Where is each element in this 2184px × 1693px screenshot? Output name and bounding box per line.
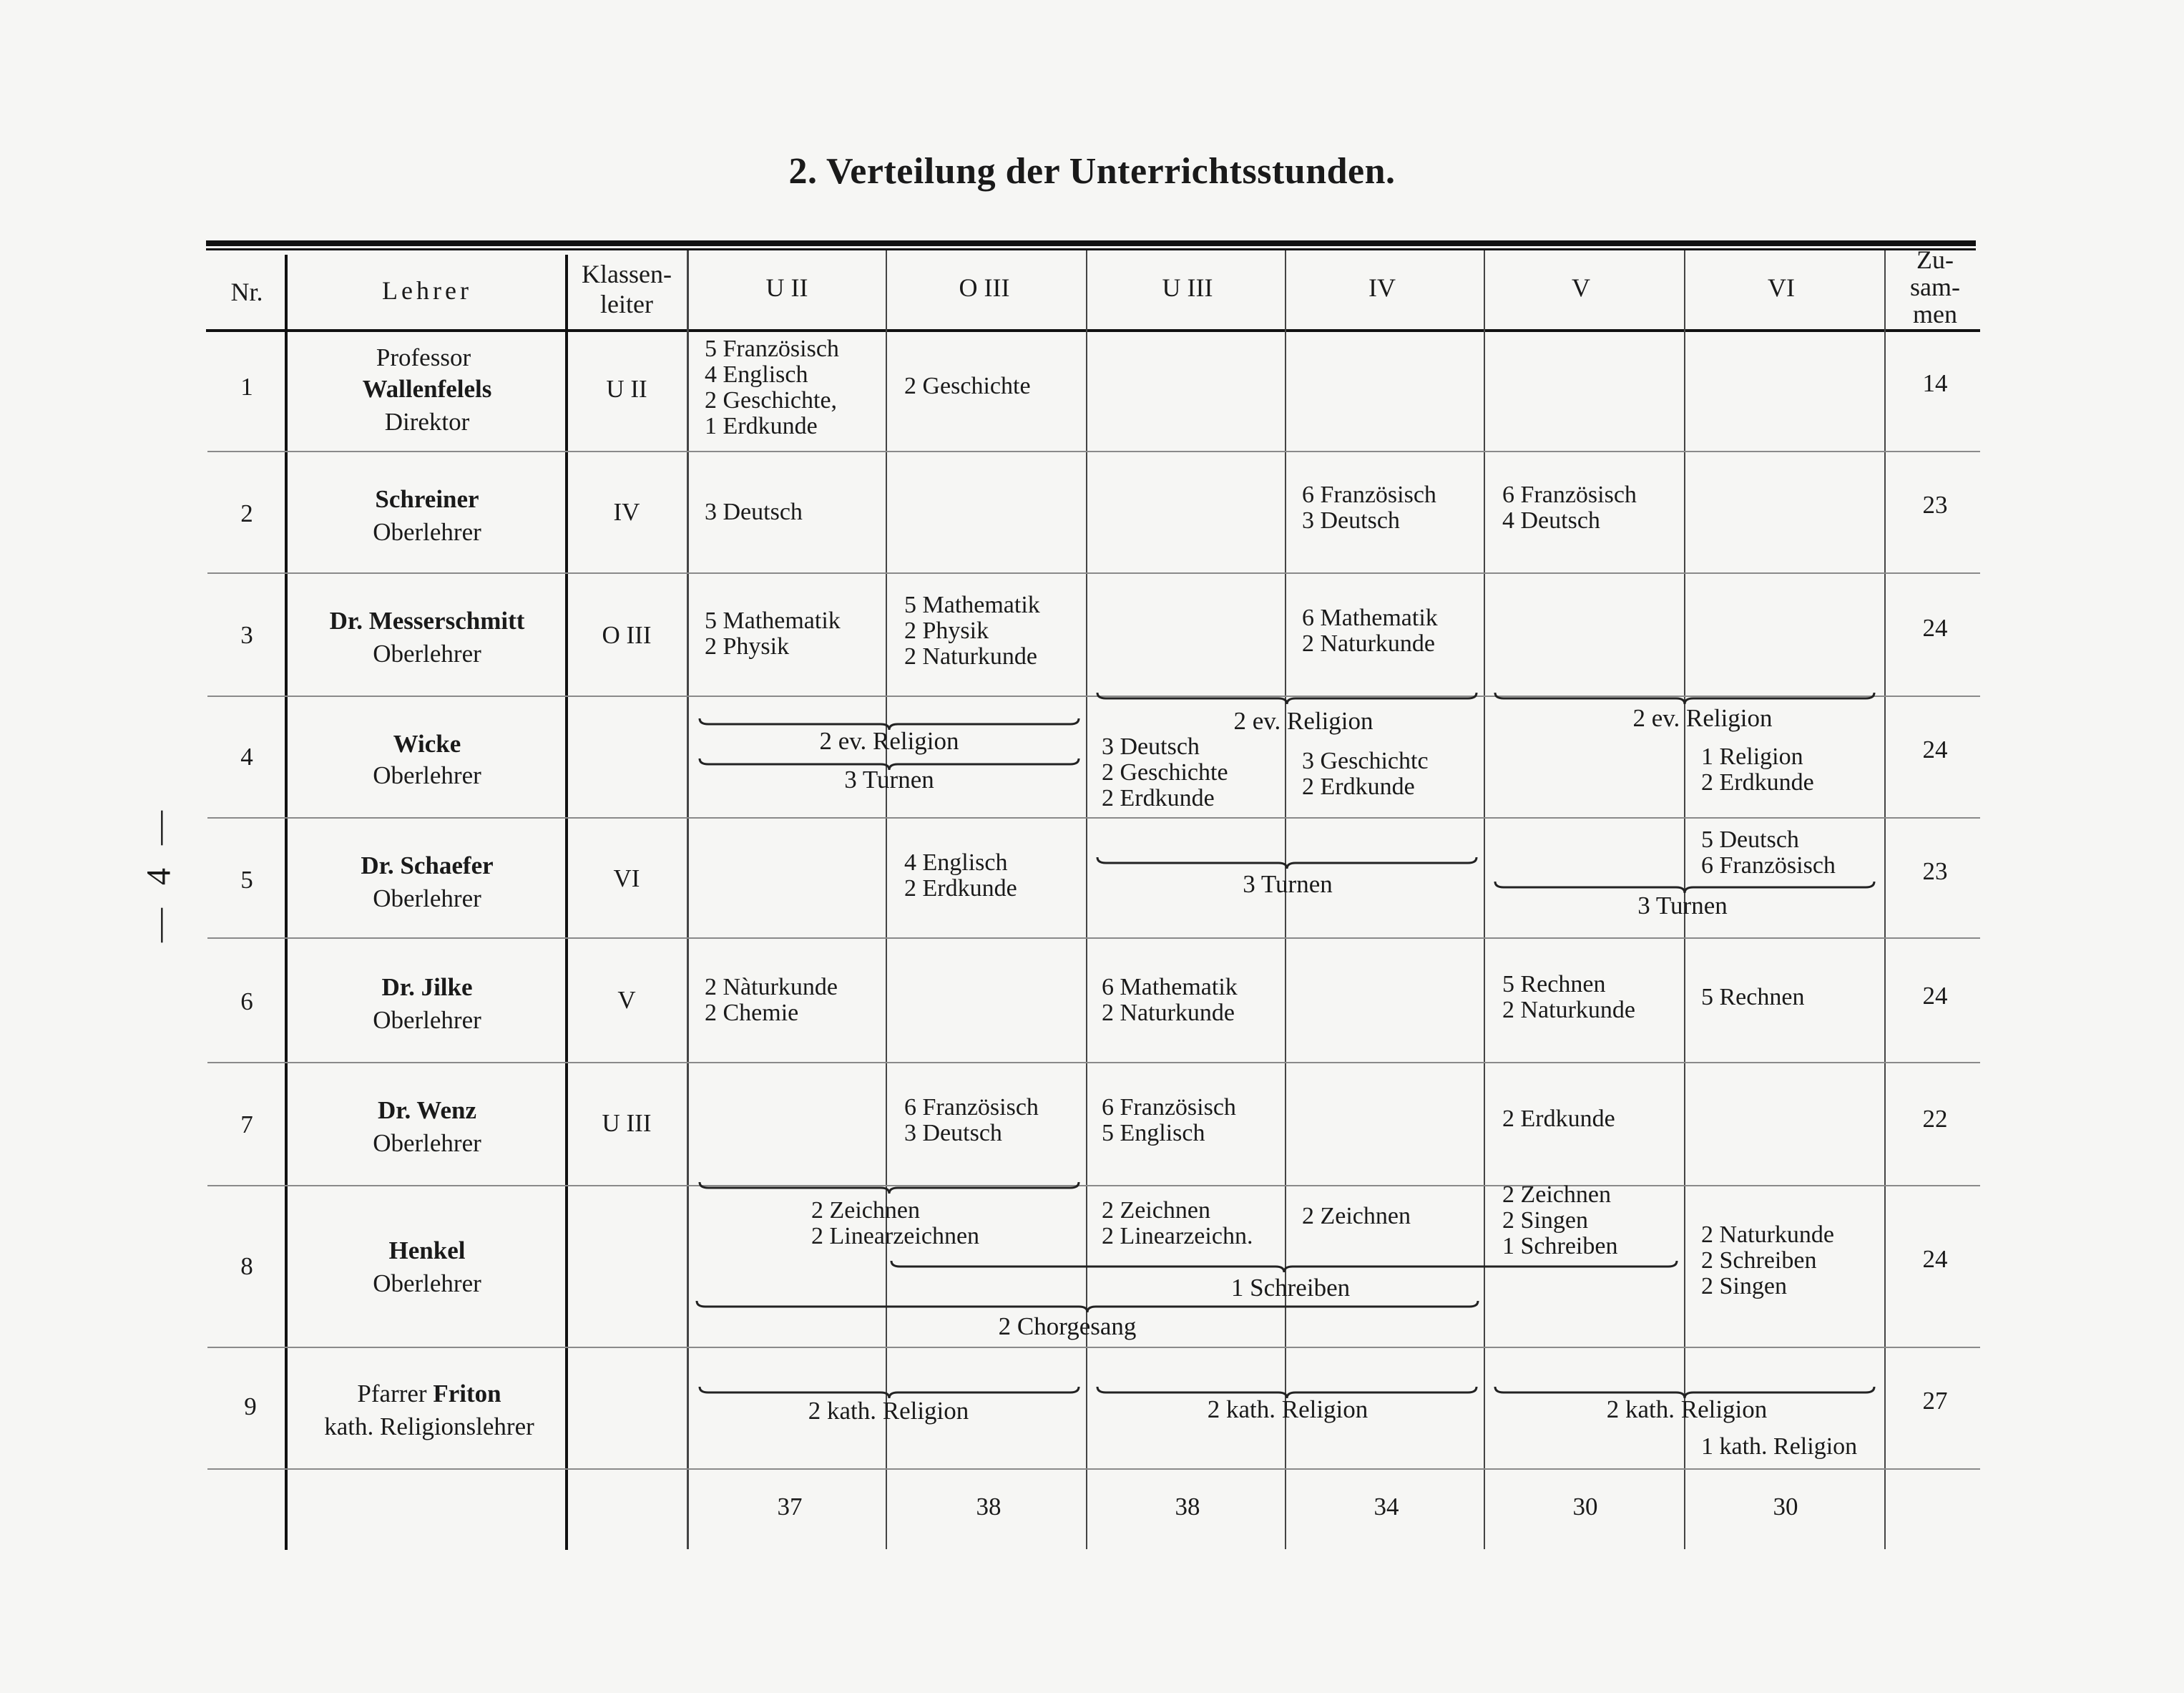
cell-uii: 2 Nàturkunde 2 Chemie	[705, 974, 838, 1026]
row-rule	[207, 1347, 1980, 1348]
class-total-v: 30	[1572, 1493, 1598, 1521]
span-label: 2 ev. Religion	[819, 727, 959, 755]
class-total-oiii: 38	[976, 1493, 1002, 1521]
span-brace	[890, 1259, 1678, 1274]
teacher-role: Oberlehrer	[373, 1129, 481, 1157]
teacher-prefix-name	[357, 1381, 501, 1407]
row-total: 27	[1922, 1387, 1948, 1415]
cell-vi: 1 kath. Religion	[1701, 1433, 1858, 1460]
teacher-role: Oberlehrer	[373, 1269, 481, 1297]
col-divider-iv	[1484, 250, 1485, 1549]
cell-vi: 5 Rechnen	[1701, 984, 1805, 1010]
cell-uiii: 3 Deutsch 2 Geschichte 2 Erdkunde	[1102, 733, 1228, 811]
row-total: 23	[1922, 491, 1948, 519]
row-total: 22	[1922, 1105, 1948, 1133]
row-rule	[207, 1185, 1980, 1186]
class-total-uii: 37	[777, 1493, 803, 1521]
cell-iv: 2 Zeichnen	[1302, 1203, 1411, 1229]
teacher-name: Dr. Wenz	[377, 1096, 477, 1124]
teacher-prefix: Pfarrer	[357, 1380, 427, 1407]
class-total-iv: 34	[1373, 1493, 1399, 1521]
class-total-vi: 30	[1773, 1493, 1798, 1521]
cell-uiii: 6 Französisch 5 Englisch	[1102, 1094, 1236, 1146]
class-leader: V	[617, 986, 636, 1014]
teacher-name: Dr. Jilke	[381, 973, 473, 1001]
header-class-v: V	[1572, 273, 1590, 302]
teacher-name: Wicke	[393, 730, 461, 758]
row-nr: 2	[240, 499, 253, 527]
col-divider-vi	[1884, 250, 1886, 1549]
teacher-role: Direktor	[384, 408, 470, 436]
span-label: 2 ev. Religion	[1632, 704, 1773, 732]
teacher-role: Oberlehrer	[373, 1006, 481, 1034]
teacher-role: Oberlehrer	[373, 761, 481, 789]
teacher-name: Wallenfelels	[362, 375, 492, 403]
class-leader: U II	[606, 375, 647, 403]
span-label: 1 Schreiben	[1230, 1274, 1351, 1302]
row-rule	[207, 1468, 1980, 1470]
header-class-uii: U II	[765, 273, 808, 302]
teacher-role: Oberlehrer	[373, 884, 481, 912]
row-total: 14	[1922, 369, 1948, 397]
class-leader: VI	[613, 864, 640, 892]
header-rule	[206, 329, 1980, 332]
row-rule	[207, 1062, 1980, 1063]
cell-uii: 5 Französisch 4 Englisch 2 Geschichte, 1 Erdkunde	[705, 336, 839, 439]
class-leader: U III	[602, 1109, 652, 1137]
teacher-name: Henkel	[388, 1236, 466, 1264]
row-total: 24	[1922, 614, 1948, 642]
class-total-uiii: 38	[1175, 1493, 1200, 1521]
cell-uiii: 6 Mathematik 2 Naturkunde	[1102, 974, 1238, 1026]
row-nr: 6	[240, 987, 253, 1015]
teacher-name: Dr. Schaefer	[361, 852, 494, 879]
row-rule	[207, 817, 1980, 819]
teacher-role: kath. Religionslehrer	[324, 1413, 534, 1440]
header-klassenleiter: Klassen- leiter	[582, 260, 672, 318]
teacher-name: Dr. Messerschmitt	[329, 607, 525, 635]
cell-vi: 2 Naturkunde 2 Schreiben 2 Singen	[1701, 1221, 1835, 1299]
col-divider-oiii	[1086, 250, 1087, 1549]
class-leader: O III	[602, 621, 652, 649]
span-label: 2 ev. Religion	[1233, 707, 1373, 735]
col-divider-leiter	[687, 250, 689, 1549]
cell-iv: 6 Französisch 3 Deutsch	[1302, 482, 1436, 534]
row-nr: 8	[240, 1252, 253, 1280]
cell-v: 2 Zeichnen 2 Singen 1 Schreiben	[1502, 1181, 1618, 1259]
row-total: 24	[1922, 982, 1948, 1010]
teacher-name: Schreiner	[375, 485, 479, 513]
row-rule	[207, 937, 1980, 939]
span-label: 2 kath. Religion	[1606, 1395, 1768, 1423]
teacher-prefix: Professor	[376, 343, 471, 371]
cell-oiii: 6 Französisch 3 Deutsch	[904, 1094, 1039, 1146]
row-rule	[207, 451, 1980, 452]
cell-vi: 1 Religion 2 Erdkunde	[1701, 743, 1814, 796]
header-class-vi: VI	[1768, 273, 1795, 302]
header-nr: Nr.	[230, 278, 263, 306]
cell-oiii: 5 Mathematik 2 Physik 2 Naturkunde	[904, 592, 1040, 670]
col-divider-uii	[886, 250, 887, 1549]
span-brace	[1494, 691, 1876, 706]
cell-v: 6 Französisch 4 Deutsch	[1502, 482, 1637, 534]
cell-iv: 3 Geschichtc 2 Erdkunde	[1302, 748, 1429, 800]
col-divider-uiii	[1285, 250, 1286, 1549]
cell-oiii: 2 Geschichte	[904, 373, 1031, 399]
class-leader: IV	[613, 498, 640, 526]
header-zusammen: Zu- sam- men	[1910, 245, 1960, 328]
span-label: 2 Zeichnen 2 Linearzeichnen	[811, 1197, 980, 1249]
row-nr: 4	[240, 743, 253, 771]
span-brace	[1096, 856, 1478, 870]
row-nr: 7	[240, 1111, 253, 1138]
top-rule-thin	[206, 248, 1976, 250]
span-label: 3 Turnen	[844, 766, 934, 794]
row-nr: 3	[240, 621, 253, 649]
span-label: 3 Turnen	[1243, 870, 1333, 898]
cell-oiii: 4 Englisch 2 Erdkunde	[904, 849, 1017, 902]
cell-uii: 5 Mathematik 2 Physik	[705, 608, 841, 660]
col-divider-nr	[285, 255, 288, 1550]
row-total: 24	[1922, 736, 1948, 763]
col-divider-lehrer	[565, 255, 568, 1550]
header-class-uiii: U III	[1162, 273, 1213, 302]
cell-iv: 6 Mathematik 2 Naturkunde	[1302, 605, 1438, 657]
page-number: — 4 —	[139, 804, 178, 942]
cell-uii: 3 Deutsch	[705, 499, 803, 525]
cell-uiii: 2 Zeichnen 2 Linearzeichn.	[1102, 1197, 1253, 1249]
row-total: 23	[1922, 857, 1948, 885]
header-class-oiii: O III	[959, 273, 1010, 302]
row-nr: 5	[240, 866, 253, 894]
span-label: 2 kath. Religion	[808, 1397, 969, 1425]
teacher-name: Friton	[433, 1380, 501, 1407]
teacher-role: Oberlehrer	[373, 640, 481, 668]
span-label: 2 Chorgesang	[998, 1312, 1137, 1340]
cell-v: 2 Erdkunde	[1502, 1106, 1615, 1132]
page-title: 2. Verteilung der Unterrichtsstunden.	[788, 151, 1396, 192]
span-label: 2 kath. Religion	[1207, 1395, 1368, 1423]
teacher-role: Oberlehrer	[373, 518, 481, 546]
span-brace	[695, 1299, 1479, 1314]
header-lehrer: Lehrer	[382, 276, 472, 305]
cell-v: 5 Rechnen 2 Naturkunde	[1502, 971, 1636, 1023]
row-nr: 1	[240, 373, 253, 401]
row-total: 24	[1922, 1245, 1948, 1273]
span-brace	[698, 1181, 1080, 1195]
span-label: 3 Turnen	[1637, 892, 1728, 919]
header-class-iv: IV	[1368, 273, 1396, 302]
row-rule	[207, 572, 1980, 574]
row-nr: 9	[244, 1392, 257, 1420]
top-rule	[206, 240, 1976, 246]
cell-vi: 5 Deutsch 6 Französisch	[1701, 826, 1836, 879]
span-brace	[1096, 691, 1478, 706]
